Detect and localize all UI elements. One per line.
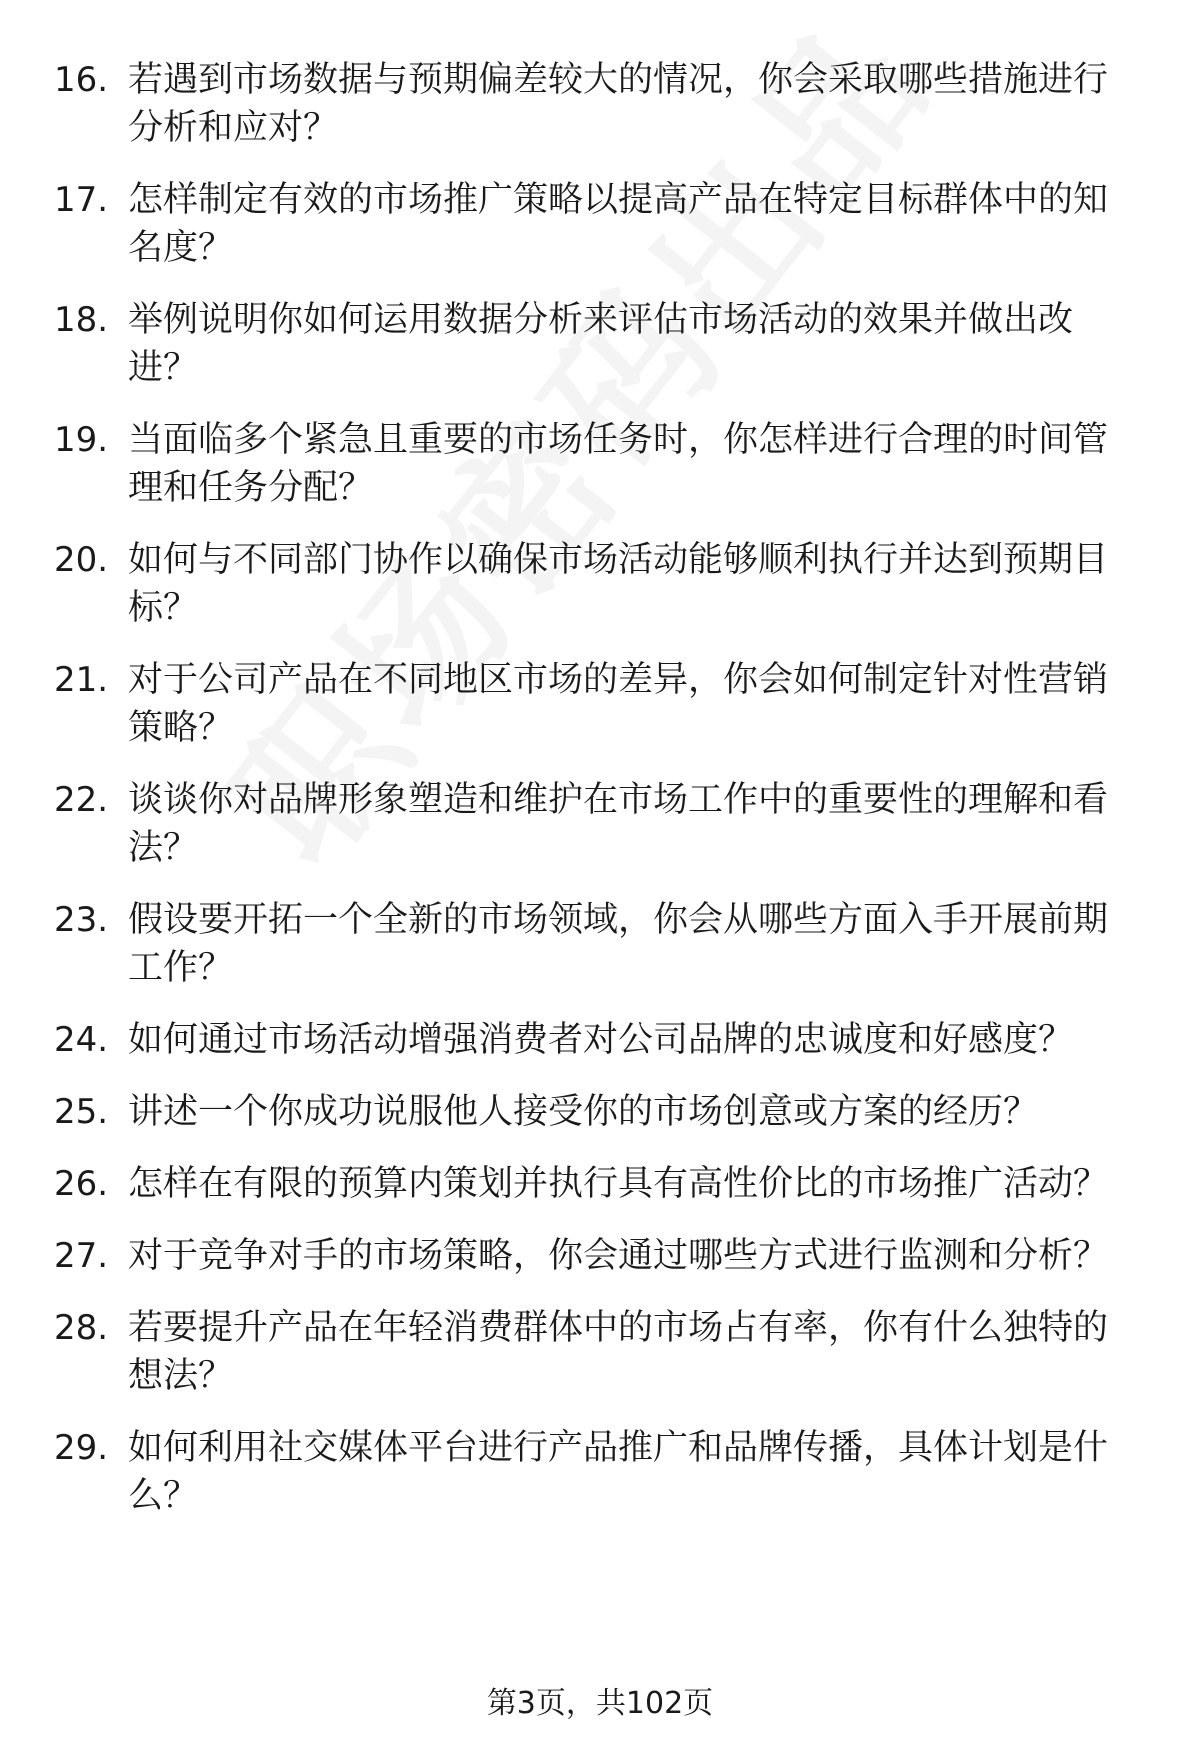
question-text: 讲述一个你成功说服他人接受你的市场创意或方案的经历？ — [128, 1092, 1039, 1132]
question-number: 29. — [54, 1428, 109, 1468]
question-number: 25. — [54, 1092, 109, 1132]
question-text: 对于公司产品在不同地区市场的差异，你会如何制定针对性营销策略？ — [128, 660, 1109, 748]
question-text: 对于竞争对手的市场策略，你会通过哪些方式进行监测和分析？ — [128, 1236, 1109, 1276]
question-item — [0, 1424, 1200, 1520]
question-item — [0, 776, 1200, 872]
question-number: 16. — [54, 60, 109, 100]
question-text: 假设要开拓一个全新的市场领域，你会从哪些方面入手开展前期工作？ — [128, 900, 1109, 988]
question-text: 若遇到市场数据与预期偏差较大的情况，你会采取哪些措施进行分析和应对？ — [128, 60, 1109, 148]
question-number: 17. — [54, 180, 109, 220]
question-text: 举例说明你如何运用数据分析来评估市场活动的效果并做出改进？ — [128, 300, 1074, 388]
question-number: 28. — [54, 1308, 109, 1348]
question-item — [0, 1016, 1200, 1064]
question-item — [0, 176, 1200, 272]
page-footer: 第3页，共102页 — [486, 1686, 714, 1721]
question-number: 18. — [54, 300, 109, 340]
question-item — [0, 1232, 1200, 1280]
question-text: 当面临多个紧急且重要的市场任务时，你怎样进行合理的时间管理和任务分配？ — [128, 420, 1109, 508]
question-item — [0, 896, 1200, 992]
question-item — [0, 1088, 1200, 1136]
question-number: 24. — [54, 1020, 109, 1060]
question-item — [0, 416, 1200, 512]
question-text: 怎样制定有效的市场推广策略以提高产品在特定目标群体中的知名度？ — [128, 180, 1109, 268]
question-number: 26. — [54, 1164, 109, 1204]
question-text: 若要提升产品在年轻消费群体中的市场占有率，你有什么独特的想法？ — [128, 1308, 1109, 1396]
question-number: 21. — [54, 660, 109, 700]
question-list — [0, 56, 1200, 1520]
question-number: 20. — [54, 540, 109, 580]
question-number: 22. — [54, 780, 109, 820]
question-text: 怎样在有限的预算内策划并执行具有高性价比的市场推广活动？ — [128, 1164, 1109, 1204]
question-text: 如何利用社交媒体平台进行产品推广和品牌传播，具体计划是什么？ — [128, 1428, 1109, 1516]
question-item — [0, 1160, 1200, 1208]
question-item — [0, 1304, 1200, 1400]
question-number: 27. — [54, 1236, 109, 1276]
question-item — [0, 296, 1200, 392]
question-text: 谈谈你对品牌形象塑造和维护在市场工作中的重要性的理解和看法？ — [128, 780, 1109, 868]
question-item — [0, 656, 1200, 752]
question-text: 如何与不同部门协作以确保市场活动能够顺利执行并达到预期目标？ — [128, 540, 1109, 628]
question-item — [0, 536, 1200, 632]
question-number: 19. — [54, 420, 109, 460]
question-item — [0, 56, 1200, 152]
question-number: 23. — [54, 900, 109, 940]
question-text: 如何通过市场活动增强消费者对公司品牌的忠诚度和好感度？ — [128, 1020, 1074, 1060]
